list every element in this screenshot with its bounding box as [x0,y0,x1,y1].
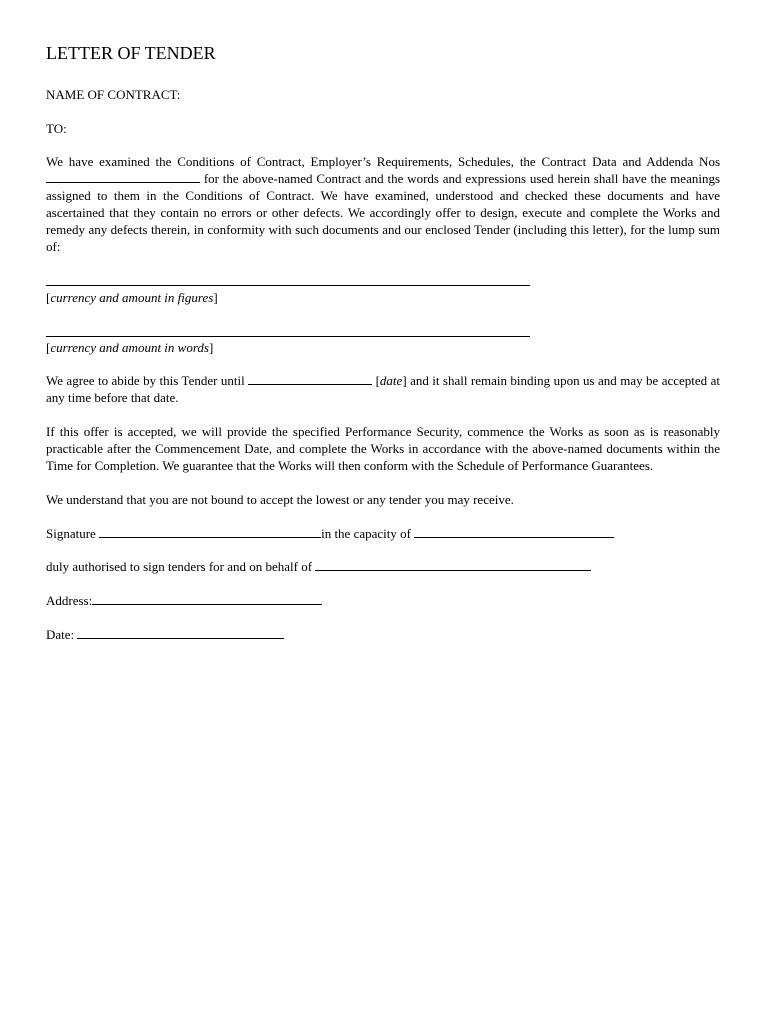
date-row [46,626,284,643]
amount-words-label: currency and amount in words [50,340,209,355]
addenda-blank[interactable] [46,171,200,183]
understanding-paragraph: We understand that you are not bound to accept the lowest or any tender you may receive. [46,492,514,507]
amount-words-blank[interactable] [46,336,530,337]
name-of-contract-label: NAME OF CONTRACT: [46,87,181,102]
signature-blank[interactable] [99,526,321,538]
validity-text-start: We agree to abide by this Tender until [46,373,245,388]
validity-date-blank[interactable] [248,373,372,385]
offer-paragraph-rest: for the above-named Contract and the words and expressions used herein shall have the meanings assigned to them in the Conditions of Contract. We have examined, understood and checked these documents and have ascertained that they contain no errors or other defects. We accordingly offer to design, execute and complete the Works and remedy any defects therein, in conformity with such documents and our enclosed Tender (including this letter), for the lump sum of: [46,171,721,254]
offer-paragraph [46,153,720,255]
bracket-open: [ [375,373,380,388]
amount-words-caption [46,339,213,356]
amount-figures-caption [46,289,218,306]
validity-paragraph [46,372,720,406]
capacity-label: in the capacity of [321,526,411,541]
date-blank[interactable] [77,627,284,639]
authorised-row [46,558,591,575]
address-row [46,592,322,609]
to-label: TO: [46,121,67,136]
capacity-blank[interactable] [414,526,614,538]
bracket-open: [ [46,340,51,355]
date-label: Date: [46,627,75,642]
amount-figures-label: currency and amount in figures [50,290,214,305]
amount-figures-blank[interactable] [46,285,530,286]
date-placeholder-label: date [379,373,403,388]
acceptance-paragraph: If this offer is accepted, we will provide the specified Performance Security, commence the Works as soon as is reasonably practicable after the Commencement Date, and complete the Works in accordance with the above-named documents within the Time for Completion. We guarantee that the Works will then conform with the Schedule of Performance Guarantees. [46,424,720,473]
signature-label: Signature [46,526,96,541]
address-blank[interactable] [92,593,322,605]
offer-paragraph-start: We have examined the Conditions of Contract, Employer’s Requirements, Schedules, the Contract Data and Addenda Nos [46,154,720,169]
authorised-label: duly authorised to sign tenders for and on behalf of [46,559,313,574]
bracket-close: ] [208,340,214,355]
address-label: Address: [46,593,93,608]
behalf-of-blank[interactable] [315,559,591,571]
bracket-close: ] [213,290,218,305]
document-title: LETTER OF TENDER [46,43,216,63]
signature-row [46,525,614,542]
bracket-open: [ [46,290,51,305]
validity-text-rest: ] and it shall remain binding upon us and may be accepted at any time before that date. [46,373,720,405]
